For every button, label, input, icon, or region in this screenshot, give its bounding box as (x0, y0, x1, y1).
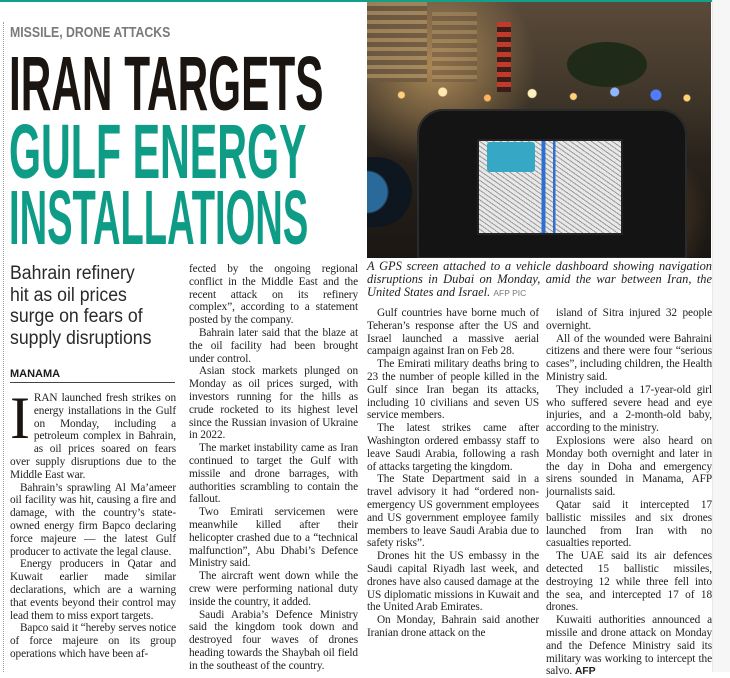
article-paragraph (367, 550, 539, 614)
article-paragraph (546, 384, 712, 435)
article-paragraph (10, 622, 176, 660)
article-paragraph (546, 550, 712, 614)
paragraph-text: island of Sitra injured 32 people overnight. (546, 307, 712, 332)
article-end-tag: AFP (574, 665, 596, 678)
article-paragraph (367, 307, 539, 358)
paragraph-text: The UAE said its air defences detected 15 ballistic missiles, destroying 12 while three fell into the sea, and intercepted 17 of 18 drones. (546, 550, 712, 614)
news-photo-gps-screen (367, 2, 711, 258)
article-paragraph (189, 327, 358, 365)
paragraph-text: The State Department said in a travel advisory it had “ordered non-emergency US government employees and US government employee family members to leave Saudi Arabia due to safety risks”. (367, 473, 539, 550)
paragraph-text: Asian stock markets plunged on Monday as oil prices surged, with investors running for the hills as crude rocketed to its highest level since the Russian invasion of Ukraine in 2022. (189, 365, 358, 442)
headline-line-2: GULF ENERGY (9, 109, 307, 195)
paragraph-text: fected by the ongoing regional conflict in the Middle East and the recent attack on its refinery complex”, according to a statement posted by the company. (189, 263, 358, 327)
dateline: MANAMA (10, 368, 175, 383)
paragraph-text: Saudi Arabia’s Defence Ministry said the kingdom took down and destroyed four waves of drones heading towards the Shaybah oil field in the southeast of the country. (189, 608, 358, 672)
article-paragraph (367, 614, 539, 640)
paragraph-text: RAN launched fresh strikes on energy installations in the Gulf on Monday, including a petroleum complex in Bahrain, as oil prices soared on fears over supply disruptions due to the Middle East war. (10, 392, 176, 481)
article-paragraph (10, 482, 176, 559)
article-paragraph (546, 499, 712, 550)
article-paragraph (367, 473, 539, 550)
paragraph-text: The Emirati military deaths bring to 23 the number of people killed in the Gulf since Iran began its attacks, including 10 civilians and seven US service members. (367, 358, 539, 422)
caption-text: A GPS screen attached to a vehicle dashboard showing navigation disruptions in Dubai on Monday, amid the war between Iran, the United States and Israel. (367, 259, 712, 299)
article-column-1 (10, 385, 176, 661)
article-paragraph (189, 365, 358, 442)
article-paragraph (189, 263, 358, 327)
subhead-line: Bahrain refinery (10, 263, 135, 284)
drop-cap: I (10, 385, 30, 451)
headline-line-3: INSTALLATIONS (9, 175, 309, 261)
article-paragraph (546, 307, 712, 333)
paragraph-text: Explosions were also heard on Monday both overnight and later in the day in Doha and emergency sirens sounded in Manama, AFP journalists said. (546, 434, 712, 499)
article-paragraph (367, 422, 539, 473)
paragraph-text: They included a 17-year-old girl who suffered severe head and eye injuries, and a 2-month-old baby, according to the ministry. (546, 383, 712, 435)
article-paragraph (546, 614, 712, 678)
article-paragraph (189, 609, 358, 673)
kicker: MISSILE, DRONE ATTACKS (10, 24, 171, 41)
paragraph-text: Bapco said it “hereby serves notice of force majeure on its group operations which have been af- (10, 622, 176, 660)
paragraph-text: Kuwaiti authorities announced a missile and drone attack on Monday and the Defence Ministry said its military was working to intercept the salvo. (546, 614, 712, 678)
article-paragraph (367, 358, 539, 422)
subheadline (10, 263, 185, 349)
dashboard-gauge (367, 157, 412, 227)
paragraph-text: Energy producers in Qatar and Kuwait earlier made similar declarations, which are a warning that events beyond their control may lead them to miss export targets. (10, 558, 176, 622)
article-column-3 (367, 307, 539, 640)
article-paragraph (10, 558, 176, 622)
paragraph-text: Two Emirati servicemen were meanwhile killed after their helicopter crashed due to a “technical malfunction”, Abu Dhabi’s Defence Ministry said. (189, 506, 358, 570)
article-paragraph (189, 570, 358, 608)
article-paragraph (546, 333, 712, 384)
building (367, 2, 427, 82)
paragraph-text: All of the wounded were Bahraini citizens and there were four “serious cases”, including children, the Health Ministry said. (546, 332, 712, 383)
headline-line-1: IRAN TARGETS (9, 41, 324, 127)
subhead-line: hit as oil prices (10, 284, 127, 306)
paragraph-text: Drones hit the US embassy in the Saudi capital Riyadh last week, and drones have also caused damage at the US diplomatic missions in Kuwait and the United Arab Emirates. (367, 550, 539, 614)
paragraph-text: On Monday, Bahrain said another Iranian drone attack on the (367, 614, 539, 639)
paragraph-text: The latest strikes came after Washington ordered embassy staff to leave Saudi Arabia, following a rash of attacks targeting the kingdom. (367, 422, 539, 473)
paragraph-text: Bahrain later said that the blaze at the oil facility had been brought under control. (189, 326, 358, 365)
article-paragraph (189, 506, 358, 570)
page-margin (712, 0, 730, 672)
article-column-4 (546, 307, 712, 678)
article-paragraph (189, 442, 358, 506)
city-lights (367, 80, 711, 110)
paragraph-text: Bahrain’s sprawling Al Ma’ameer oil facility was hit, causing a fire and damage, with the country’s state-owned energy firm Bapco declaring force majeure — the latest Gulf producer to activate the legal clause. (10, 481, 176, 558)
navigation-card (487, 142, 535, 172)
article-paragraph (10, 385, 176, 482)
paragraph-text: Qatar said it intercepted 17 ballistic missiles and six drones launched from Iran with no casualties reported. (546, 498, 712, 550)
article-column-2 (189, 263, 358, 673)
building (432, 12, 477, 82)
paragraph-text: The aircraft went down while the crew were performing national duty inside the country, it added. (189, 570, 358, 608)
paragraph-text: Gulf countries have borne much of Teheran’s response after the US and Israel launched a massive aerial campaign against Iran on Feb 28. (367, 307, 539, 358)
photo-credit: AFP PIC (493, 288, 527, 298)
subhead-line: surge on fears of (10, 306, 143, 327)
column-divider (3, 22, 4, 672)
subhead-line: supply disruptions (10, 327, 152, 349)
article-paragraph (546, 435, 712, 499)
paragraph-text: The market instability came as Iran continued to target the Gulf with missile and drone barrages, with authorities scrambling to contain the fallout. (189, 442, 358, 506)
photo-caption (367, 260, 712, 300)
